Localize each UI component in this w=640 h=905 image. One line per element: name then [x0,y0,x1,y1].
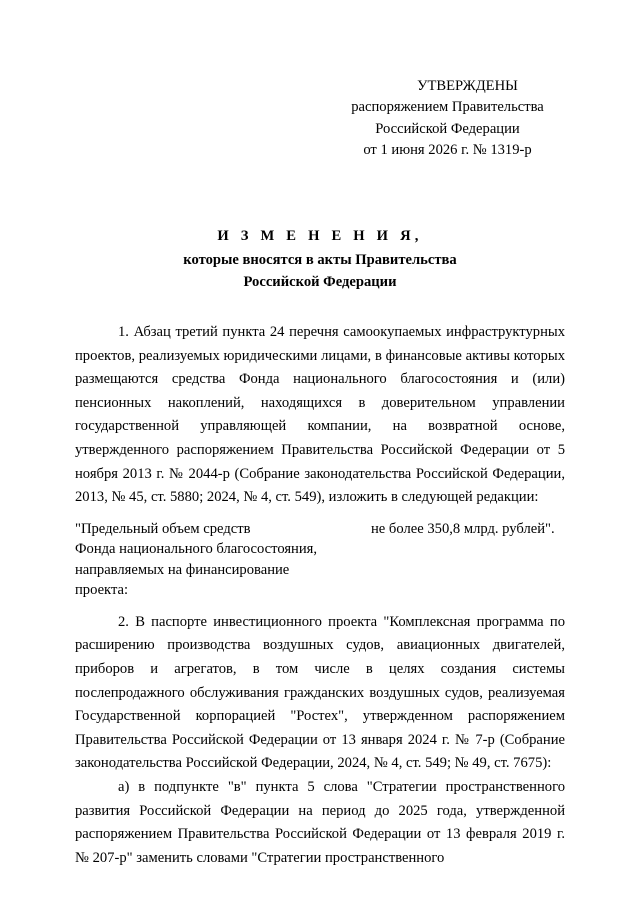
quote-label-line-1: "Предельный объем средств [75,520,251,537]
item-1-paragraph: 1. Абзац третий пункта 24 перечня самоокупаемых инфраструктурных проектов, реализуемых юридическими лицами, в финансовые активы которых размещаются средства Фонда национального благосостояния и (или) пенсионных накоплений, находящихся в доверительном управлении государственной управляющей компании, на возвратной основе, утвержденного распоряжением Правительства Российской Федерации от 5 ноября 2013 г. № 2044-р (Собрание законодательства Российской Федерации, 2013, № 45, ст. 5880; 2024, № 4, ст. 549), изложить в следующей редакции: [75,324,565,506]
approval-line-1: распоряжением Правительства [351,99,544,116]
quote-label-line-2: Фонда национального благосостояния, [75,541,318,558]
quote-label-line-3: направляемых на финансирование проекта: [75,561,290,599]
approval-line-2: Российской Федерации [375,120,520,137]
quote-value: не более 350,8 млрд. рублей". [371,520,555,537]
heading-subtitle-1: которые вносятся в акты Правительства [183,252,457,269]
quote-label [75,519,330,601]
heading-title: И З М Е Н Е Н И Я, [217,228,423,244]
quoted-amendment [75,519,565,601]
approval-block [330,76,565,161]
document-heading [75,226,565,293]
item-2a-paragraph: а) в подпункте "в" пункта 5 слова "Стратегии пространственного развития Российской Федерации на период до 2025 года, утвержденной распоряжением Правительства Российской Федерации от 13 февраля 2019 г. № 207-р" заменить словами "Стратегии пространственного [75,778,565,866]
document-body [75,321,565,870]
approval-title: УТВЕРЖДЕНЫ [417,78,518,94]
heading-subtitle-2: Российской Федерации [243,273,397,290]
approval-line-3: от 1 июня 2026 г. № 1319-р [363,141,532,158]
item-2-paragraph: 2. В паспорте инвестиционного проекта "Комплексная программа по расширению производства воздушных судов, авиационных двигателей, приборов и агрегатов, в том числе в целях создания системы послепродажного обслуживания гражданских воздушных судов, реализуемая Государственной корпорацией "Ростех", утвержденном распоряжением Правительства Российской Федерации от 13 января 2024 г. № 7-р (Собрание законодательства Российской Федерации, 2024, № 4, ст. 549; № 49, ст. 7675): [75,613,565,772]
